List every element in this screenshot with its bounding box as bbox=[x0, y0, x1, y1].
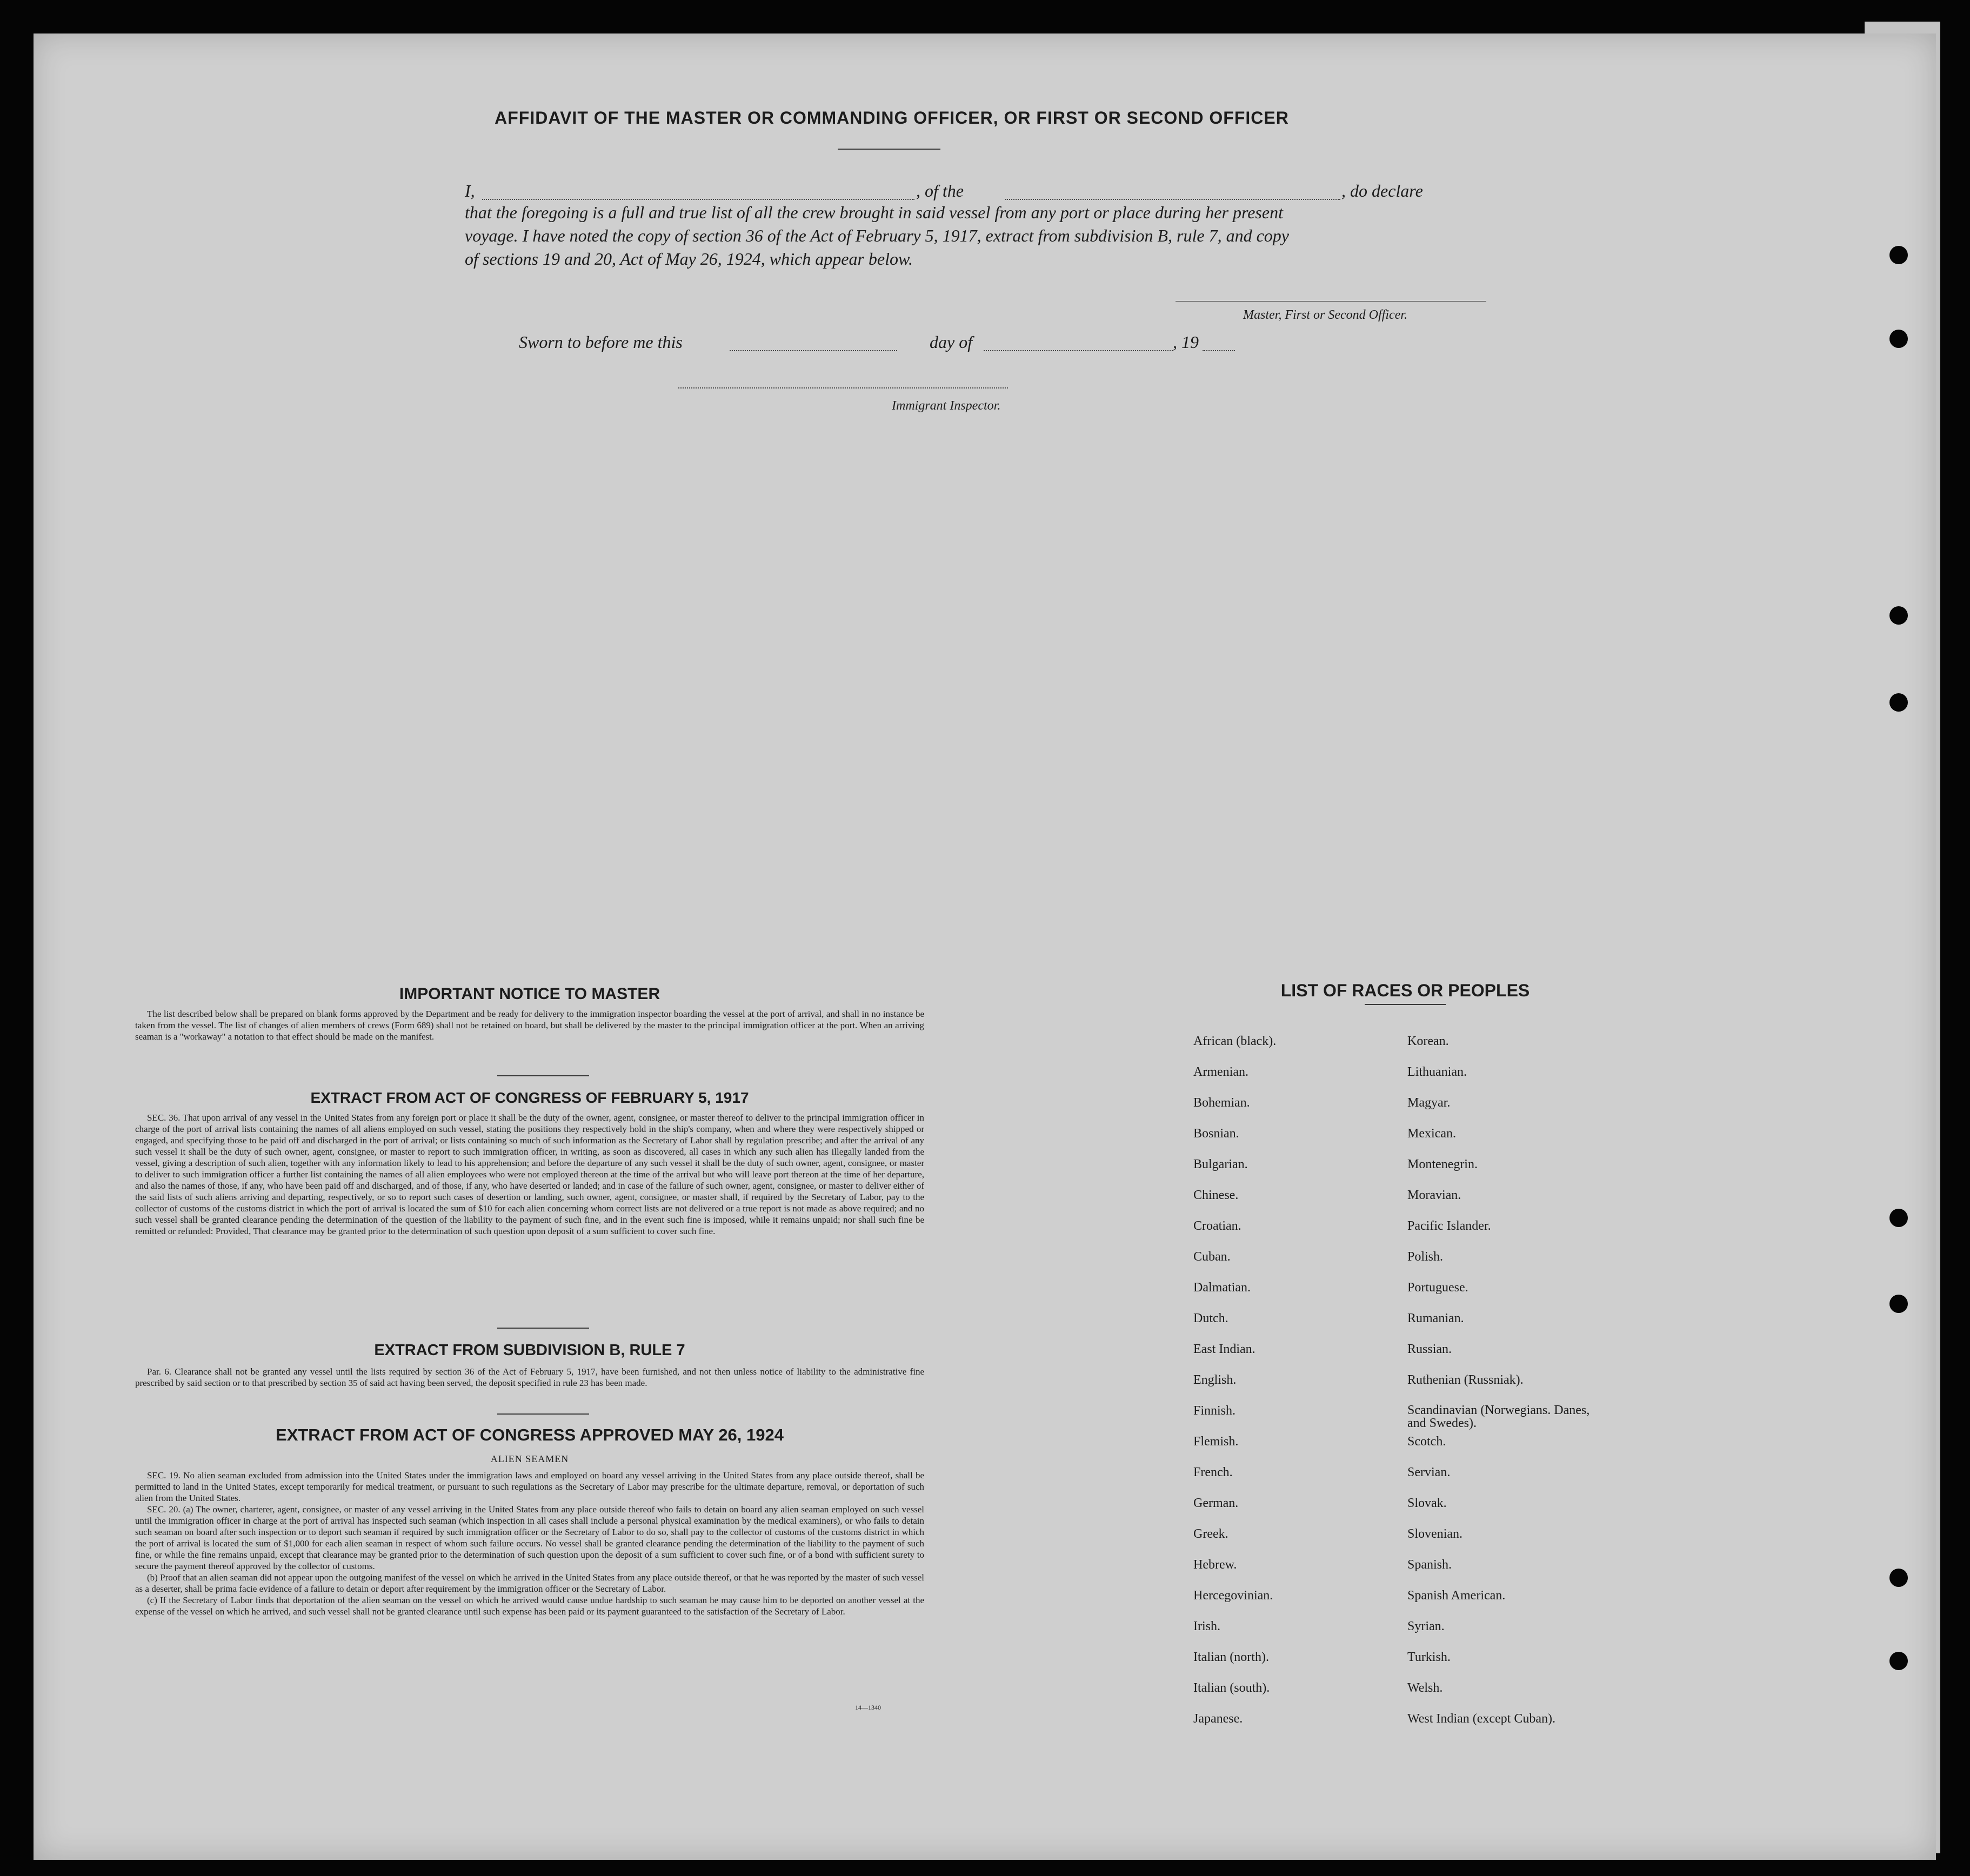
race-item: West Indian (except Cuban). bbox=[1407, 1712, 1555, 1726]
race-item: Spanish. bbox=[1407, 1558, 1452, 1572]
race-item: Moravian. bbox=[1407, 1188, 1461, 1202]
race-item: Chinese. bbox=[1193, 1188, 1239, 1202]
sec19-paragraph: SEC. 19. No alien seaman excluded from admission into the United States under the immigration laws and employed on board any vessel arriving in the United States from any place outside thereof, shall be permitted to land in the United States, except temporarily for medical treatment, or pursuant to such regulations as the Secretary of Labor may prescribe for the ultimate departure, removal, or deportation of such alien from the United States. bbox=[135, 1470, 924, 1503]
affidavit-line4: of sections 19 and 20, Act of May 26, 1924, which appear below. bbox=[465, 249, 913, 269]
race-item: Ruthenian (Russniak). bbox=[1407, 1373, 1524, 1387]
extract-1924-title: EXTRACT FROM ACT OF CONGRESS APPROVED MAY 26, 1924 bbox=[276, 1425, 784, 1444]
race-item: Cuban. bbox=[1193, 1250, 1231, 1264]
punch-hole bbox=[1889, 1652, 1908, 1670]
race-item: Portuguese. bbox=[1407, 1281, 1468, 1295]
alien-seamen-subtitle: ALIEN SEAMEN bbox=[490, 1453, 569, 1464]
race-item: Servian. bbox=[1407, 1465, 1451, 1479]
race-item: Russian. bbox=[1407, 1342, 1452, 1356]
sworn-month-field[interactable] bbox=[984, 350, 1173, 351]
race-item: Bosnian. bbox=[1193, 1127, 1239, 1141]
race-item: Finnish. bbox=[1193, 1404, 1236, 1418]
inspector-signature-line[interactable] bbox=[678, 387, 1008, 388]
punch-hole bbox=[1889, 693, 1908, 712]
race-item: German. bbox=[1193, 1496, 1239, 1510]
rule7-paragraph: Par. 6. Clearance shall not be granted any vessel until the lists required by section 36 of the Act of February 5, 1917, have been furnished, and not then unless notice of liability to the administrative fine prescribed by said section or to that prescribed by section 35 of said act having been served, the deposit specified in rule 23 has been made. bbox=[135, 1366, 924, 1388]
notice-body bbox=[135, 1008, 924, 1042]
name-field[interactable] bbox=[482, 199, 914, 200]
race-item: French. bbox=[1193, 1465, 1233, 1479]
race-item: Syrian. bbox=[1407, 1619, 1445, 1633]
race-item: Lithuanian. bbox=[1407, 1065, 1467, 1079]
punch-hole bbox=[1889, 1209, 1908, 1227]
punch-hole bbox=[1889, 1295, 1908, 1313]
rule7-title: EXTRACT FROM SUBDIVISION B, RULE 7 bbox=[374, 1342, 685, 1359]
race-item: Dalmatian. bbox=[1193, 1281, 1251, 1295]
section-rule bbox=[497, 1328, 589, 1329]
race-item: Bulgarian. bbox=[1193, 1157, 1248, 1171]
race-item: Japanese. bbox=[1193, 1712, 1243, 1726]
affidavit-line1 bbox=[465, 181, 1530, 203]
sworn-line bbox=[519, 332, 1276, 354]
race-item: Spanish American. bbox=[1407, 1589, 1506, 1603]
form-number: 14—1340 bbox=[855, 1704, 881, 1711]
race-item: Hercegovinian. bbox=[1193, 1589, 1273, 1603]
race-item: Magyar. bbox=[1407, 1096, 1451, 1110]
race-item: Scandinavian (Norwegians. Danes, and Swedes). bbox=[1407, 1403, 1590, 1430]
race-item: African (black). bbox=[1193, 1034, 1277, 1048]
master-signature-line[interactable] bbox=[1176, 301, 1486, 302]
race-item: English. bbox=[1193, 1373, 1237, 1387]
race-item: Polish. bbox=[1407, 1250, 1444, 1264]
section-rule bbox=[497, 1075, 589, 1076]
affidavit-declare: , do declare bbox=[1341, 181, 1423, 200]
punch-hole bbox=[1889, 1569, 1908, 1587]
master-signature-label: Master, First or Second Officer. bbox=[1243, 308, 1407, 322]
race-item: Pacific Islander. bbox=[1407, 1219, 1491, 1233]
race-item: Greek. bbox=[1193, 1527, 1228, 1541]
punch-hole bbox=[1889, 246, 1908, 264]
race-item: Armenian. bbox=[1193, 1065, 1248, 1079]
race-item: East Indian. bbox=[1193, 1342, 1256, 1356]
day-of-label: day of bbox=[930, 332, 973, 352]
notice-paragraph: The list described below shall be prepared on blank forms approved by the Department and be ready for delivery to the immigration inspector boarding the vessel at the port of arrival, and shall in no instance be taken from the vessel. The list of changes of alien members of crews (Form 689) shall not be retained on board, but shall be delivered by the master to the principal immigration officer at the port. When an arriving seaman is a "workaway" a notation to that effect should be made on the manifest. bbox=[135, 1009, 924, 1042]
race-item: Flemish. bbox=[1193, 1435, 1239, 1449]
affidavit-line3: voyage. I have noted the copy of section 36 of the Act of February 5, 1917, extract from subdivision B, rule 7, and copy bbox=[465, 226, 1289, 245]
notice-title: IMPORTANT NOTICE TO MASTER bbox=[399, 985, 660, 1003]
sec20a-paragraph: SEC. 20. (a) The owner, charterer, agent, consignee, or master of any vessel arriving in the United States from any place outside thereof who fails to detain on board any alien seaman employed on such vessel until the immigration officer in charge at the port of arrival has inspected such seaman (which inspection in all cases shall include a personal physical examination by the medical examiners), or who fails to detain such seaman on board after such inspection or to deport such seaman if required by such immigration officer or the Secretary of Labor to do so, shall pay to the collector of customs of the customs district in which the port of arrival is located the sum of $1,000 for each alien seaman in respect of whom such failure occurs. No vessel shall be granted clearance pending the determination of the liability to the payment of such fine, or while the fine remains unpaid, except that clearance may be granted prior to the determination of such question upon the deposit of a sum sufficient to cover such fine, or of a bond with sufficient surety to secure the payment thereof approved by the collector of customs. bbox=[135, 1504, 924, 1571]
race-item: Montenegrin. bbox=[1407, 1157, 1478, 1171]
sec36-paragraph: SEC. 36. That upon arrival of any vessel in the United States from any foreign port or place it shall be the duty of the owner, agent, consignee, or master thereof to deliver to the principal immigration officer in charge of the port of arrival lists containing the names of all aliens employed on such vessel, stating the positions they respectively hold in the ship's company, when and where they were respectively shipped or engaged, and specifying those to be paid off and discharged in the port of arrival; or lists containing so much of such information as the Secretary of Labor shall by regulation prescribe; and after the arrival of any such vessel it shall be the duty of such owner, agent, consignee, or master to report to such immigration officer, in writing, as soon as discovered, all cases in which any such alien has illegally landed from the vessel, giving a description of such alien, together with any information likely to lead to his apprehension; and before the departure of any such vessel it shall be the duty of such owner, agent, consignee, or master to deliver to such immigration officer a further list containing the names of all alien employees who were not employed thereon at the time of the arrival but who will leave port thereon at the time of her departure, and also the names of those, if any, who have been paid off and discharged, and of those, if any, who have deserted or landed; and in case of the failure of such owner, agent, consignee, or master to deliver either of the said lists of such aliens arriving and departing, respectively, or so to report such cases of desertion or landing, such owner, agent, consignee, or master shall, if required by the Secretary of Labor, pay to the collector of customs of the customs district in which the port of arrival is located the sum of $10 for each alien concerning whom correct lists are not delivered or a true report is not made as above required; and no such vessel shall be granted clearance pending the determination of the question of the liability to the payment of such fine, and in the event such fine is imposed, while it remains unpaid; nor shall such fine be remitted or refunded: Provided, That clearance may be granted prior to the determination of such question upon deposit of a sum sufficient to cover such fine. bbox=[135, 1113, 924, 1236]
race-item: Hebrew. bbox=[1193, 1558, 1237, 1572]
race-item: Rumanian. bbox=[1407, 1311, 1464, 1325]
races-title: LIST OF RACES OR PEOPLES bbox=[1280, 981, 1530, 1000]
race-item: Turkish. bbox=[1407, 1650, 1451, 1664]
year-label: , 19 bbox=[1173, 332, 1199, 352]
race-item: Slovak. bbox=[1407, 1496, 1447, 1510]
extract-1924-body bbox=[135, 1470, 924, 1617]
affidavit-title: AFFIDAVIT OF THE MASTER OR COMMANDING OFFICER, OR FIRST OR SECOND OFFICER bbox=[495, 108, 1289, 128]
race-item: Welsh. bbox=[1407, 1681, 1443, 1695]
races-right-column bbox=[1407, 1034, 1591, 1743]
races-left-column bbox=[1193, 1034, 1276, 1743]
rule7-body bbox=[135, 1366, 924, 1389]
race-item: Bohemian. bbox=[1193, 1096, 1250, 1110]
sworn-day-field[interactable] bbox=[730, 350, 897, 351]
vessel-field[interactable] bbox=[1005, 199, 1340, 200]
race-item: Mexican. bbox=[1407, 1127, 1456, 1141]
extract-1917-title: EXTRACT FROM ACT OF CONGRESS OF FEBRUARY 5, 1917 bbox=[310, 1089, 749, 1106]
race-item: Italian (south). bbox=[1193, 1681, 1270, 1695]
race-item: Scotch. bbox=[1407, 1435, 1446, 1449]
race-item: Slovenian. bbox=[1407, 1527, 1463, 1541]
affidavit-of-the: , of the bbox=[916, 181, 964, 200]
race-item: Dutch. bbox=[1193, 1311, 1228, 1325]
race-item: Irish. bbox=[1193, 1619, 1220, 1633]
sec20c-paragraph: (c) If the Secretary of Labor finds that deportation of the alien seaman on the vessel on which he arrived would cause undue hardship to such seaman he may cause him to be deported on another vessel at the expense of the vessel on which he arrived, and such vessel shall not be granted clearance until such expense has been paid or its payment guaranteed to the satisfaction of the Secretary of Labor. bbox=[135, 1595, 924, 1617]
race-item: Croatian. bbox=[1193, 1219, 1241, 1233]
sec20b-paragraph: (b) Proof that an alien seaman did not appear upon the outgoing manifest of the vessel on which he arrived in the United States from any place outside thereof, or that he was reported by the master of such vessel as a deserter, shall be prima facie evidence of a failure to detain or deport after requirement by the immigration officer or the Secretary of Labor. bbox=[135, 1572, 924, 1594]
races-title-rule bbox=[1365, 1004, 1446, 1005]
inspector-label: Immigrant Inspector. bbox=[892, 399, 1001, 413]
punch-hole bbox=[1889, 330, 1908, 348]
title-rule bbox=[838, 149, 940, 150]
punch-hole bbox=[1889, 606, 1908, 625]
sworn-year-field[interactable] bbox=[1203, 350, 1235, 351]
race-item: Italian (north). bbox=[1193, 1650, 1269, 1664]
affidavit-line2: that the foregoing is a full and true list of all the crew brought in said vessel from any port or place during her present bbox=[465, 203, 1283, 222]
sworn-label: Sworn to before me this bbox=[519, 332, 683, 352]
extract-1917-body bbox=[135, 1112, 924, 1237]
affidavit-i: I, bbox=[465, 181, 475, 200]
race-item: Korean. bbox=[1407, 1034, 1449, 1048]
section-rule bbox=[497, 1413, 589, 1415]
